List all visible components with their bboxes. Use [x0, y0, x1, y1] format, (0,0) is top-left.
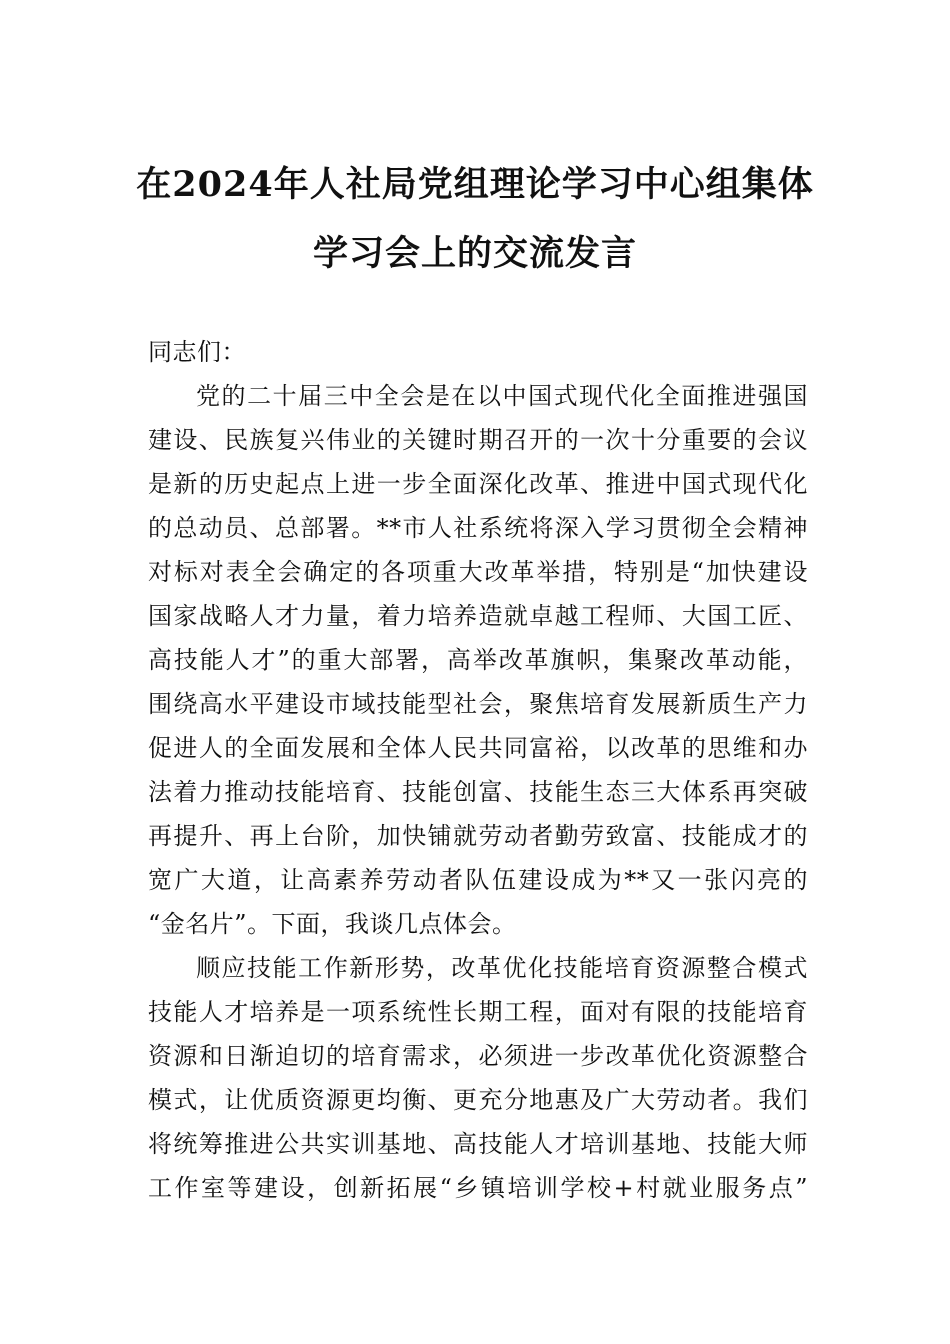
- body-line: 技能人才培养是一项系统性长期工程，面对有限的技能培育: [148, 998, 808, 1026]
- body-line: 法着力推动技能培育、技能创富、技能生态三大体系再突破: [148, 778, 808, 806]
- document-title-line-2: 学习会上的交流发言: [312, 233, 637, 274]
- body-line: 建设、民族复兴伟业的关键时期召开的一次十分重要的会议: [148, 426, 808, 454]
- section-heading: 顺应技能工作新形势，改革优化技能培育资源整合模式: [196, 954, 808, 982]
- body-line: 工作室等建设，创新拓展“乡镇培训学校+村就业服务点”: [148, 1174, 808, 1202]
- body-line: 党的二十届三中全会是在以中国式现代化全面推进强国: [196, 382, 808, 410]
- body-line: 资源和日渐迫切的培育需求，必须进一步改革优化资源整合: [148, 1042, 808, 1070]
- body-line: 将统筹推进公共实训基地、高技能人才培训基地、技能大师: [148, 1130, 808, 1158]
- salutation: 同志们：: [148, 338, 246, 366]
- body-line: 高技能人才”的重大部署，高举改革旗帜，集聚改革动能，: [148, 646, 808, 674]
- body-line: “金名片”。下面，我谈几点体会。: [148, 910, 517, 938]
- body-line: 围绕高水平建设市域技能型社会，聚焦培育发展新质生产力: [148, 690, 808, 718]
- body-line: 国家战略人才力量，着力培养造就卓越工程师、大国工匠、: [148, 602, 808, 630]
- body-line: 再提升、再上台阶，加快铺就劳动者勤劳致富、技能成才的: [148, 822, 808, 850]
- document-title-line-1: 在2024年人社局党组理论学习中心组集体: [136, 164, 814, 205]
- body-line: 促进人的全面发展和全体人民共同富裕，以改革的思维和办: [148, 734, 808, 762]
- body-line: 的总动员、总部署。**市人社系统将深入学习贯彻全会精神: [148, 514, 808, 542]
- body-line: 宽广大道，让高素养劳动者队伍建设成为**又一张闪亮的: [148, 866, 808, 894]
- body-line: 是新的历史起点上进一步全面深化改革、推进中国式现代化: [148, 470, 808, 498]
- body-line: 对标对表全会确定的各项重大改革举措，特别是“加快建设: [148, 558, 808, 586]
- body-line: 模式，让优质资源更均衡、更充分地惠及广大劳动者。我们: [148, 1086, 808, 1114]
